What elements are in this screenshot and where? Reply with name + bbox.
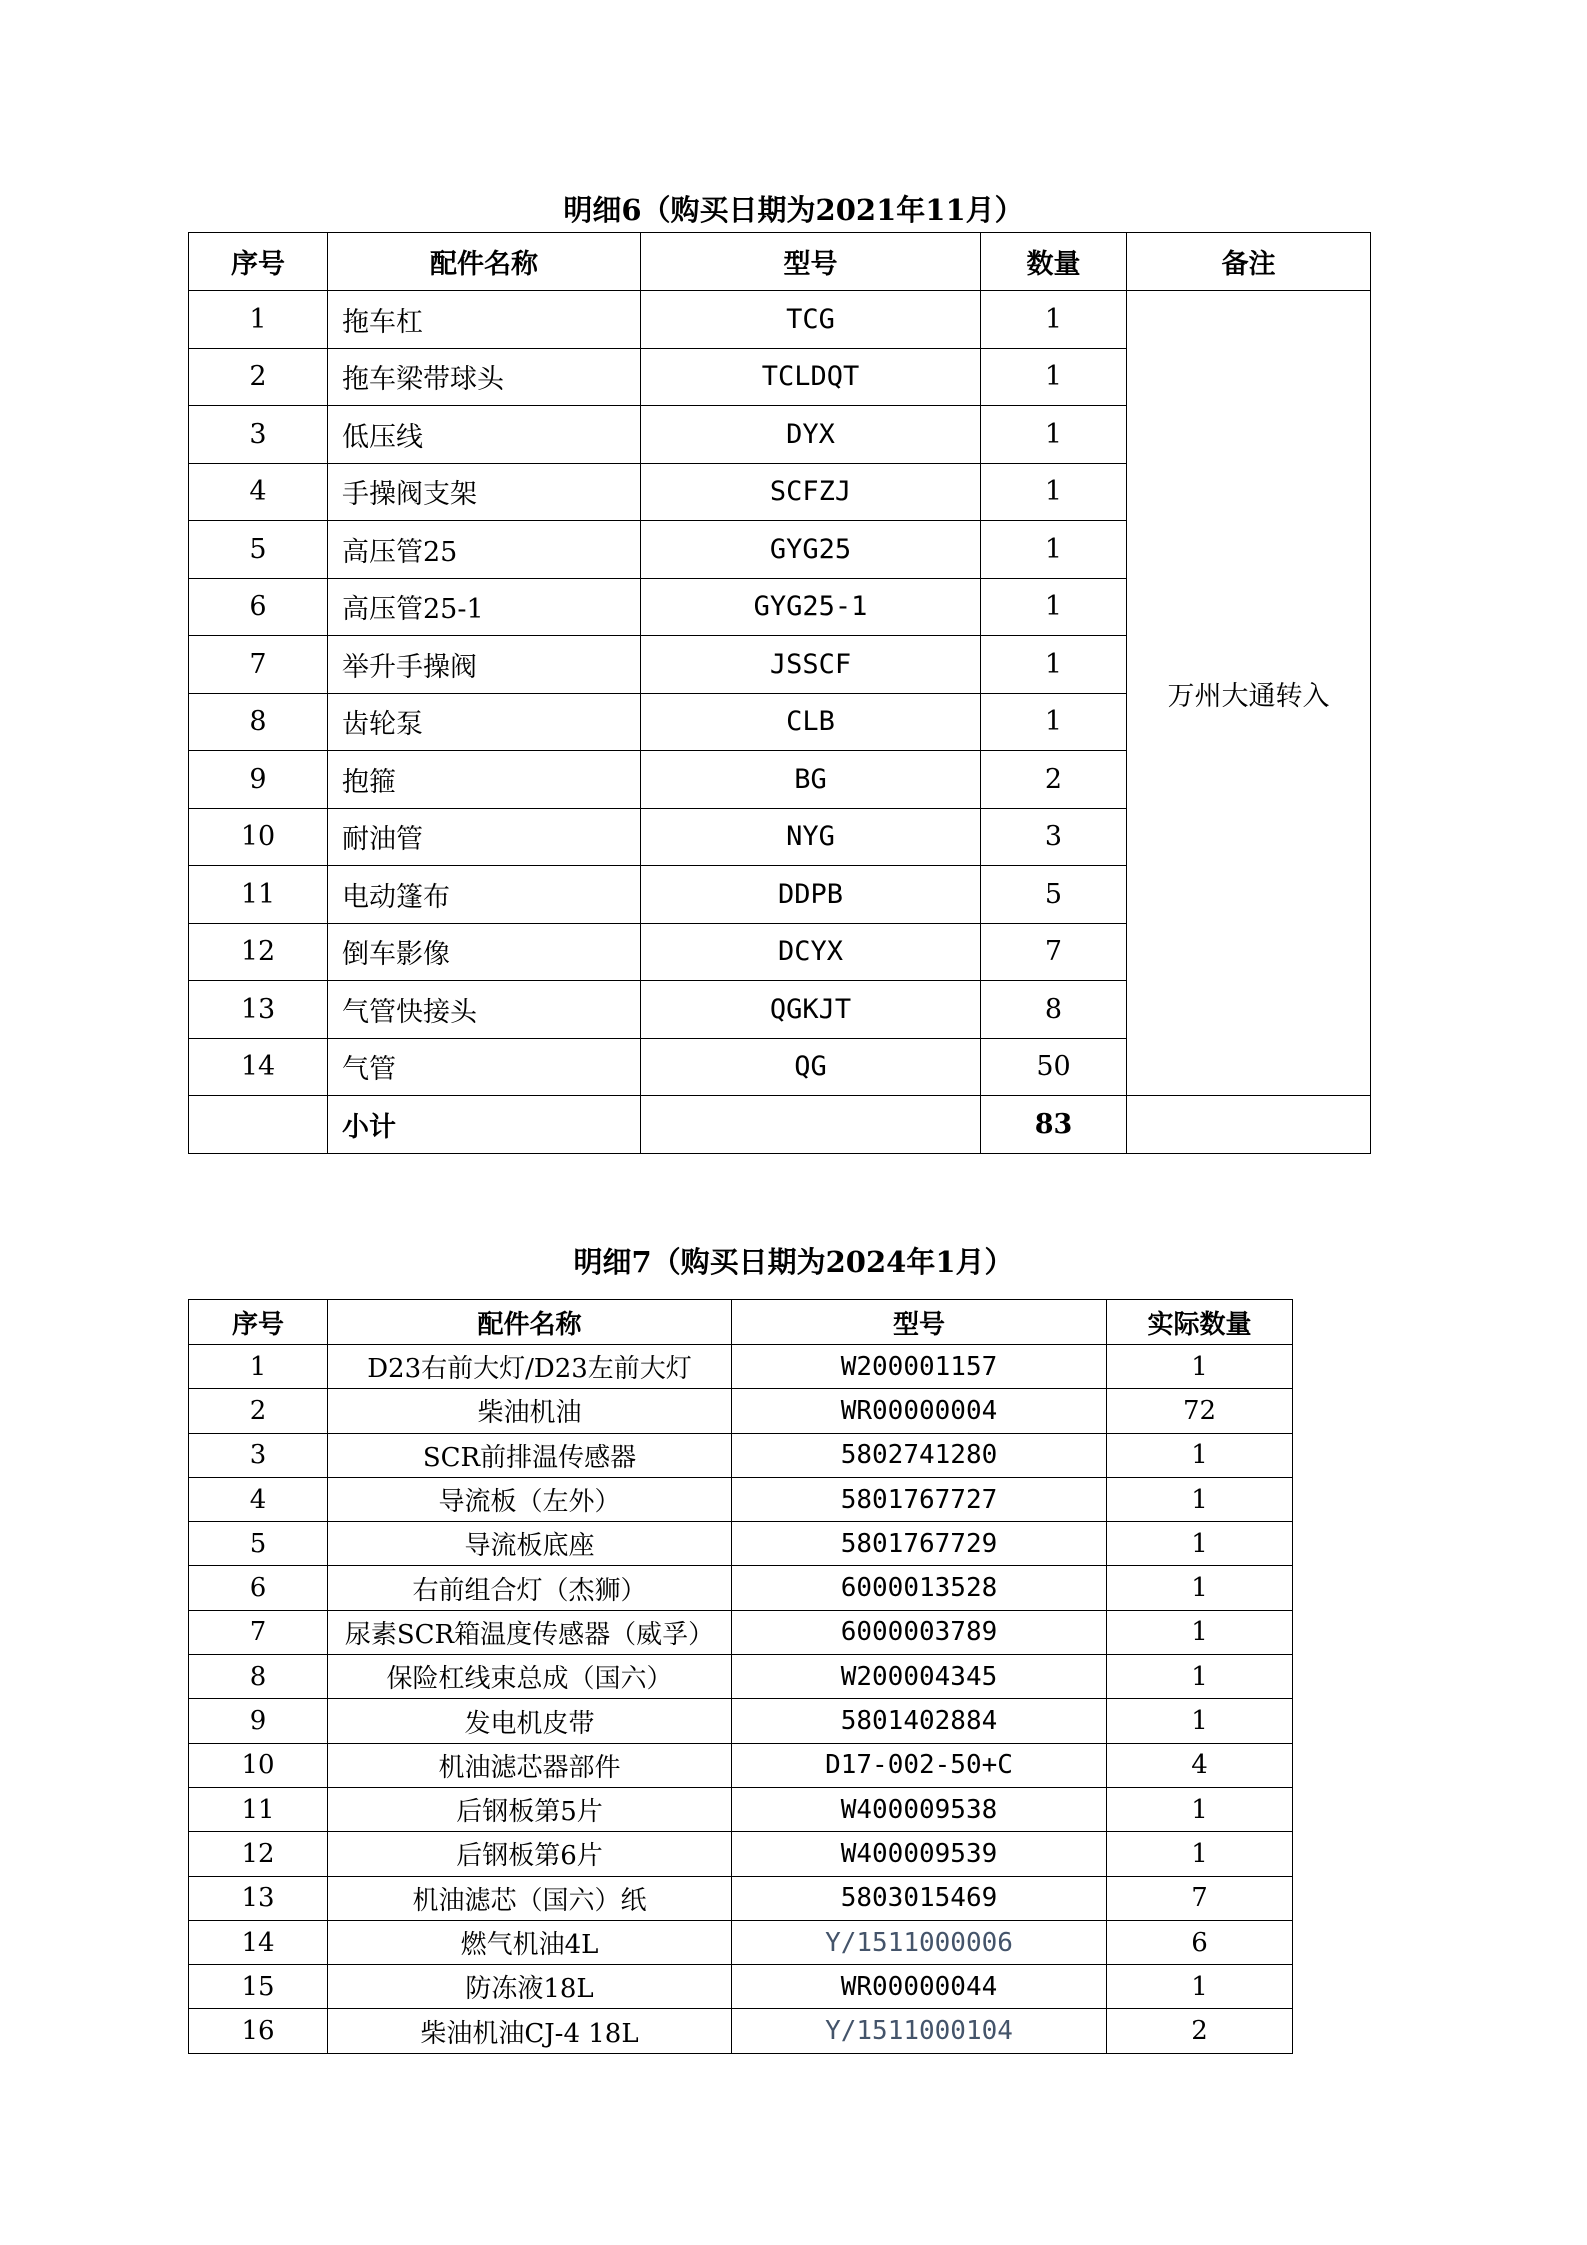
table-row (189, 1610, 1293, 1654)
row-name: 倒车影像 (328, 923, 641, 981)
row-no: 14 (189, 1038, 328, 1096)
row-no: 4 (189, 463, 328, 521)
subtotal-label: 小计 (328, 1096, 641, 1154)
table-row (189, 1965, 1293, 2009)
row-model: 5801402884 (732, 1699, 1107, 1743)
row-model: TCG (641, 291, 981, 349)
table-row (189, 1832, 1293, 1876)
subtotal-empty-cell (189, 1096, 328, 1154)
row-name: 后钢板第5片 (328, 1787, 732, 1831)
row-no: 3 (189, 1433, 328, 1477)
row-no: 8 (189, 1655, 328, 1699)
row-no: 1 (189, 291, 328, 349)
row-no: 6 (189, 578, 328, 636)
row-model: 5802741280 (732, 1433, 1107, 1477)
row-no: 11 (189, 1787, 328, 1831)
table-row (189, 2009, 1293, 2053)
row-name: 气管 (328, 1038, 641, 1096)
header-model: 型号 (732, 1300, 1107, 1345)
row-model: GYG25-1 (641, 578, 981, 636)
row-model: QG (641, 1038, 981, 1096)
row-no: 13 (189, 1876, 328, 1920)
row-no: 2 (189, 348, 328, 406)
row-qty: 6 (1107, 1920, 1293, 1964)
header-remark: 备注 (1127, 233, 1371, 291)
row-name: 导流板（左外） (328, 1477, 732, 1521)
row-no: 15 (189, 1965, 328, 2009)
row-qty: 1 (981, 348, 1127, 406)
row-no: 9 (189, 1699, 328, 1743)
table-row (189, 1389, 1293, 1433)
row-no: 14 (189, 1920, 328, 1964)
row-model: WR00000004 (732, 1389, 1107, 1433)
row-qty: 1 (1107, 1477, 1293, 1521)
header-name: 配件名称 (328, 233, 641, 291)
remark-cell: 万州大通转入 (1127, 291, 1371, 1096)
header-name: 配件名称 (328, 1300, 732, 1345)
row-qty: 1 (1107, 1655, 1293, 1699)
header-qty: 数量 (981, 233, 1127, 291)
row-name: 拖车梁带球头 (328, 348, 641, 406)
row-name: 机油滤芯器部件 (328, 1743, 732, 1787)
row-qty: 2 (981, 751, 1127, 809)
row-name: 齿轮泵 (328, 693, 641, 751)
header-actual-qty: 实际数量 (1107, 1300, 1293, 1345)
row-name: 后钢板第6片 (328, 1832, 732, 1876)
row-model: DYX (641, 406, 981, 464)
row-name: 防冻液18L (328, 1965, 732, 2009)
row-model: JSSCF (641, 636, 981, 694)
table-row (189, 1345, 1293, 1389)
row-no: 12 (189, 923, 328, 981)
row-qty: 1 (1107, 1787, 1293, 1831)
table-row (189, 1433, 1293, 1477)
row-name: 高压管25-1 (328, 578, 641, 636)
row-model: W400009538 (732, 1787, 1107, 1831)
row-name: 气管快接头 (328, 981, 641, 1039)
row-qty: 4 (1107, 1743, 1293, 1787)
row-name: 柴油机油 (328, 1389, 732, 1433)
row-model: 6000003789 (732, 1610, 1107, 1654)
table2-title: 明细7（购买日期为2024年1月） (573, 1245, 1014, 1279)
header-no: 序号 (189, 1300, 328, 1345)
table-row (189, 1566, 1293, 1610)
row-qty: 1 (981, 463, 1127, 521)
row-qty: 3 (981, 808, 1127, 866)
row-model: BG (641, 751, 981, 809)
row-no: 11 (189, 866, 328, 924)
row-qty: 2 (1107, 2009, 1293, 2053)
subtotal-empty-cell (641, 1096, 981, 1154)
row-name: 右前组合灯（杰狮） (328, 1566, 732, 1610)
row-name: 举升手操阀 (328, 636, 641, 694)
header-model: 型号 (641, 233, 981, 291)
table-row (189, 1522, 1293, 1566)
table-header-row (189, 233, 1371, 291)
row-no: 9 (189, 751, 328, 809)
row-model: Y/1511000006 (732, 1920, 1107, 1964)
row-model: QGKJT (641, 981, 981, 1039)
table-row (189, 1787, 1293, 1831)
row-model: D17-002-50+C (732, 1743, 1107, 1787)
row-model: Y/1511000104 (732, 2009, 1107, 2053)
row-model: 5803015469 (732, 1876, 1107, 1920)
row-no: 8 (189, 693, 328, 751)
row-no: 7 (189, 636, 328, 694)
row-no: 1 (189, 1345, 328, 1389)
row-qty: 7 (1107, 1876, 1293, 1920)
row-qty: 1 (1107, 1610, 1293, 1654)
row-qty: 5 (981, 866, 1127, 924)
table-row (189, 1477, 1293, 1521)
parts-table-7 (188, 1299, 1293, 2054)
row-model: W200004345 (732, 1655, 1107, 1699)
row-name: 尿素SCR箱温度传感器（威孚） (328, 1610, 732, 1654)
row-qty: 1 (1107, 1566, 1293, 1610)
row-qty: 1 (1107, 1522, 1293, 1566)
row-model: CLB (641, 693, 981, 751)
row-name: SCR前排温传感器 (328, 1433, 732, 1477)
row-no: 4 (189, 1477, 328, 1521)
row-qty: 1 (981, 693, 1127, 751)
row-qty: 1 (981, 291, 1127, 349)
row-model: GYG25 (641, 521, 981, 579)
row-name: 导流板底座 (328, 1522, 732, 1566)
row-qty: 1 (1107, 1345, 1293, 1389)
row-model: SCFZJ (641, 463, 981, 521)
row-qty: 1 (1107, 1832, 1293, 1876)
parts-table-6 (188, 232, 1371, 1154)
row-no: 2 (189, 1389, 328, 1433)
row-qty: 1 (1107, 1965, 1293, 2009)
row-no: 6 (189, 1566, 328, 1610)
row-model: 5801767729 (732, 1522, 1107, 1566)
row-qty: 1 (981, 406, 1127, 464)
subtotal-empty-cell (1127, 1096, 1371, 1154)
row-qty: 72 (1107, 1389, 1293, 1433)
row-qty: 1 (981, 578, 1127, 636)
row-name: 低压线 (328, 406, 641, 464)
table-row (189, 291, 1371, 349)
row-qty: 1 (1107, 1433, 1293, 1477)
row-name: 燃气机油4L (328, 1920, 732, 1964)
row-qty: 1 (981, 636, 1127, 694)
table-header-row (189, 1300, 1293, 1345)
row-name: 电动篷布 (328, 866, 641, 924)
subtotal-value: 83 (981, 1096, 1127, 1154)
table-row (189, 1743, 1293, 1787)
subtotal-row (189, 1096, 1371, 1154)
table-row (189, 1699, 1293, 1743)
table-row (189, 1876, 1293, 1920)
table1-title: 明细6（购买日期为2021年11月） (563, 193, 1024, 227)
row-qty: 7 (981, 923, 1127, 981)
row-name: 手操阀支架 (328, 463, 641, 521)
row-no: 5 (189, 1522, 328, 1566)
row-no: 16 (189, 2009, 328, 2053)
row-model: DDPB (641, 866, 981, 924)
table-row (189, 1920, 1293, 1964)
row-qty: 50 (981, 1038, 1127, 1096)
row-no: 5 (189, 521, 328, 579)
row-name: 保险杠线束总成（国六） (328, 1655, 732, 1699)
row-model: WR00000044 (732, 1965, 1107, 2009)
row-model: W400009539 (732, 1832, 1107, 1876)
row-no: 12 (189, 1832, 328, 1876)
row-name: 拖车杠 (328, 291, 641, 349)
row-model: W200001157 (732, 1345, 1107, 1389)
row-name: D23右前大灯/D23左前大灯 (328, 1345, 732, 1389)
row-no: 3 (189, 406, 328, 464)
row-qty: 1 (1107, 1699, 1293, 1743)
row-model: 6000013528 (732, 1566, 1107, 1610)
row-qty: 1 (981, 521, 1127, 579)
row-qty: 8 (981, 981, 1127, 1039)
row-no: 13 (189, 981, 328, 1039)
header-no: 序号 (189, 233, 328, 291)
table-row (189, 1655, 1293, 1699)
row-model: 5801767727 (732, 1477, 1107, 1521)
row-name: 柴油机油CJ-4 18L (328, 2009, 732, 2053)
row-no: 10 (189, 808, 328, 866)
row-model: NYG (641, 808, 981, 866)
row-name: 发电机皮带 (328, 1699, 732, 1743)
row-name: 抱箍 (328, 751, 641, 809)
row-no: 7 (189, 1610, 328, 1654)
row-model: DCYX (641, 923, 981, 981)
row-name: 耐油管 (328, 808, 641, 866)
row-model: TCLDQT (641, 348, 981, 406)
row-name: 高压管25 (328, 521, 641, 579)
row-no: 10 (189, 1743, 328, 1787)
row-name: 机油滤芯（国六）纸 (328, 1876, 732, 1920)
